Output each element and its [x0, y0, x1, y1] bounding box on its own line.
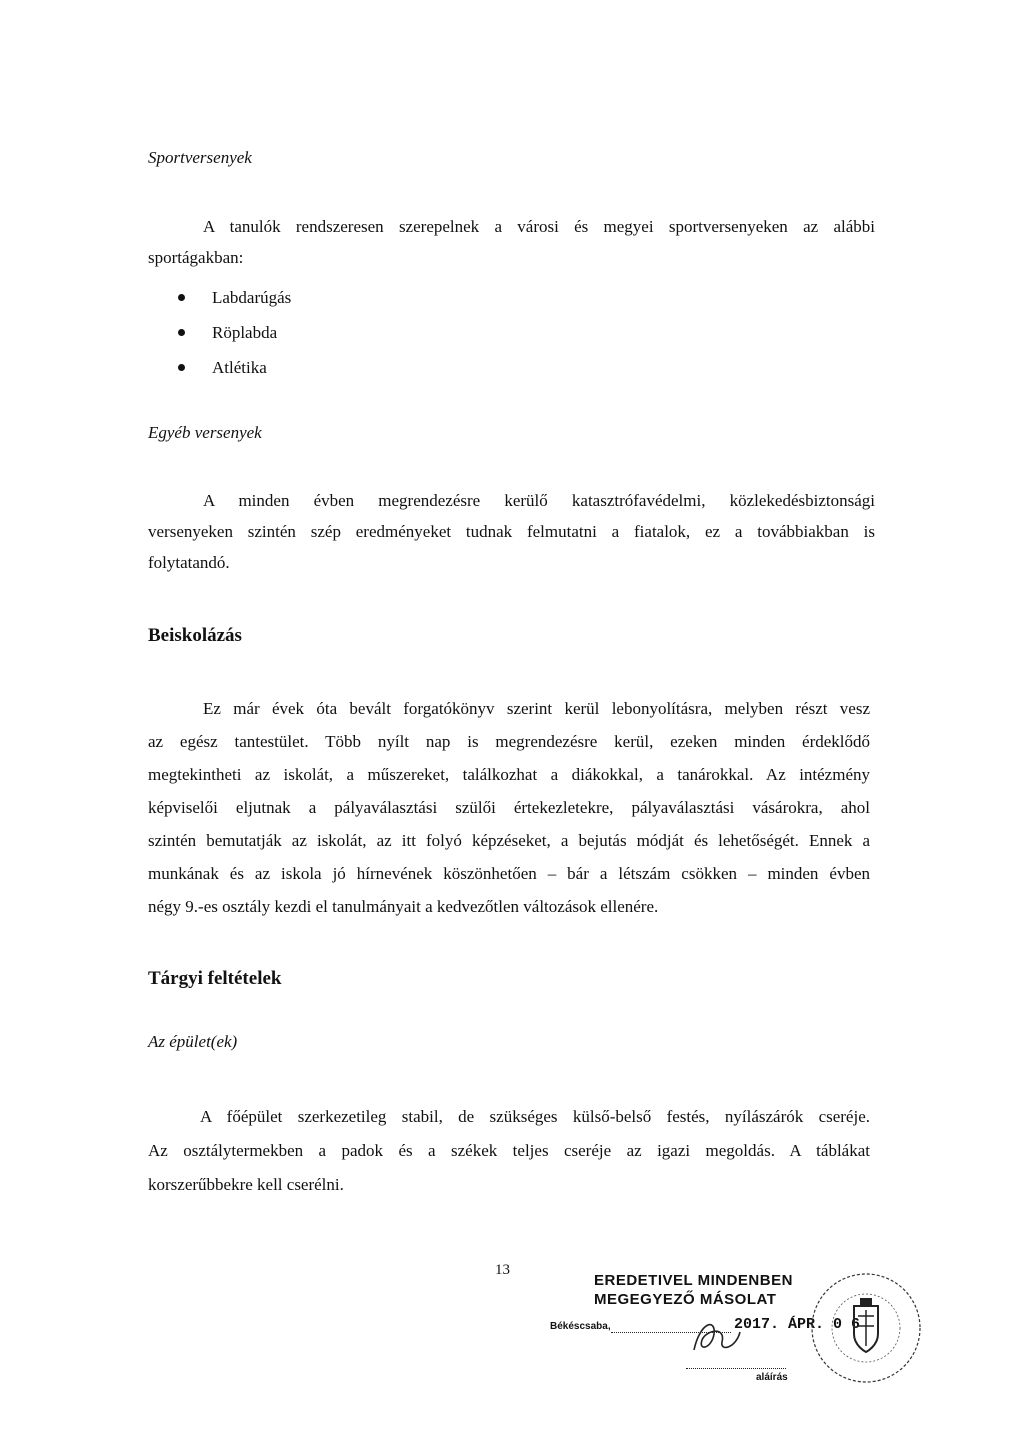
- paragraph-line: képviselői eljutnak a pályaválasztási szülői értekezletekre, pályaválasztási vásárokra, ahol: [148, 798, 870, 817]
- other-paragraph: [148, 485, 875, 578]
- stamp-text-line2: MEGEGYEZŐ MÁSOLAT: [594, 1291, 777, 1308]
- sport-list: [176, 280, 291, 385]
- signature-icon: [686, 1312, 746, 1367]
- stamp-date: 2017. ÁPR. 0 6: [734, 1316, 861, 1333]
- paragraph-line: versenyeken szintén szép eredményeket tudnak felmutatni a fiatalok, ez a továbbiakban is: [148, 522, 875, 541]
- bullet-icon: [178, 329, 185, 336]
- stamp-text-line1: EREDETIVEL MINDENBEN: [594, 1272, 793, 1289]
- list-item-label: Röplabda: [212, 323, 278, 342]
- paragraph-line: folytatandó.: [148, 553, 230, 572]
- list-item: [176, 350, 291, 385]
- section-heading-sport: Sportversenyek: [148, 148, 252, 167]
- round-seal-icon: [808, 1270, 924, 1386]
- list-item: [176, 315, 291, 350]
- section-heading-material: Tárgyi feltételek: [148, 968, 282, 989]
- paragraph-line: négy 9.-es osztály kezdi el tanulmányait a kedvezőtlen változások ellenére.: [148, 897, 659, 916]
- paragraph-line: Az osztálytermekben a padok és a székek teljes cseréje az igazi megoldás. A táblákat: [148, 1141, 870, 1160]
- paragraph-line: Ez már évek óta bevált forgatókönyv szerint kerül lebonyolításra, melyben részt vesz: [203, 699, 870, 718]
- stamp-sign-label: aláírás: [756, 1372, 788, 1383]
- paragraph-line: az egész tantestület. Több nyílt nap is megrendezésre kerül, ezeken minden érdeklődő: [148, 732, 870, 751]
- subsection-heading-building: Az épület(ek): [148, 1032, 238, 1051]
- sport-intro-paragraph: [148, 211, 875, 273]
- enrollment-paragraph: [148, 692, 870, 923]
- paragraph-line: sportágakban:: [148, 248, 244, 267]
- section-heading-other: Egyéb versenyek: [148, 423, 262, 442]
- section-heading-enrollment: Beiskolázás: [148, 625, 242, 646]
- paragraph-line: munkának és az iskola jó hírnevének köszönhetően – bár a létszám csökken – minden évben: [148, 864, 870, 883]
- bullet-icon: [178, 364, 185, 371]
- paragraph-line: A tanulók rendszeresen szerepelnek a városi és megyei sportversenyeken az alábbi: [203, 217, 875, 236]
- paragraph-line: A főépület szerkezetileg stabil, de szükséges külső-belső festés, nyílászárók cseréje.: [200, 1107, 870, 1126]
- signature-dotted-line: [686, 1368, 786, 1369]
- list-item-label: Atlétika: [212, 358, 267, 377]
- stamp-place: Békéscsaba,: [550, 1321, 611, 1332]
- page-number: 13: [495, 1262, 510, 1278]
- bullet-icon: [178, 294, 185, 301]
- certification-stamp: [550, 1272, 866, 1402]
- paragraph-line: A minden évben megrendezésre kerülő katasztrófavédelmi, közlekedésbiztonsági: [203, 491, 875, 510]
- list-item: [176, 280, 291, 315]
- paragraph-line: korszerűbbekre kell cserélni.: [148, 1175, 344, 1194]
- list-item-label: Labdarúgás: [212, 288, 292, 307]
- paragraph-line: szintén bemutatják az iskolát, az itt folyó képzéseket, a bejutás módját és lehetőségét. Ennek a: [148, 831, 870, 850]
- paragraph-line: megtekintheti az iskolát, a műszereket, találkozhat a diákokkal, a tanárokkal. Az intézmény: [148, 765, 870, 784]
- building-paragraph: [148, 1100, 870, 1202]
